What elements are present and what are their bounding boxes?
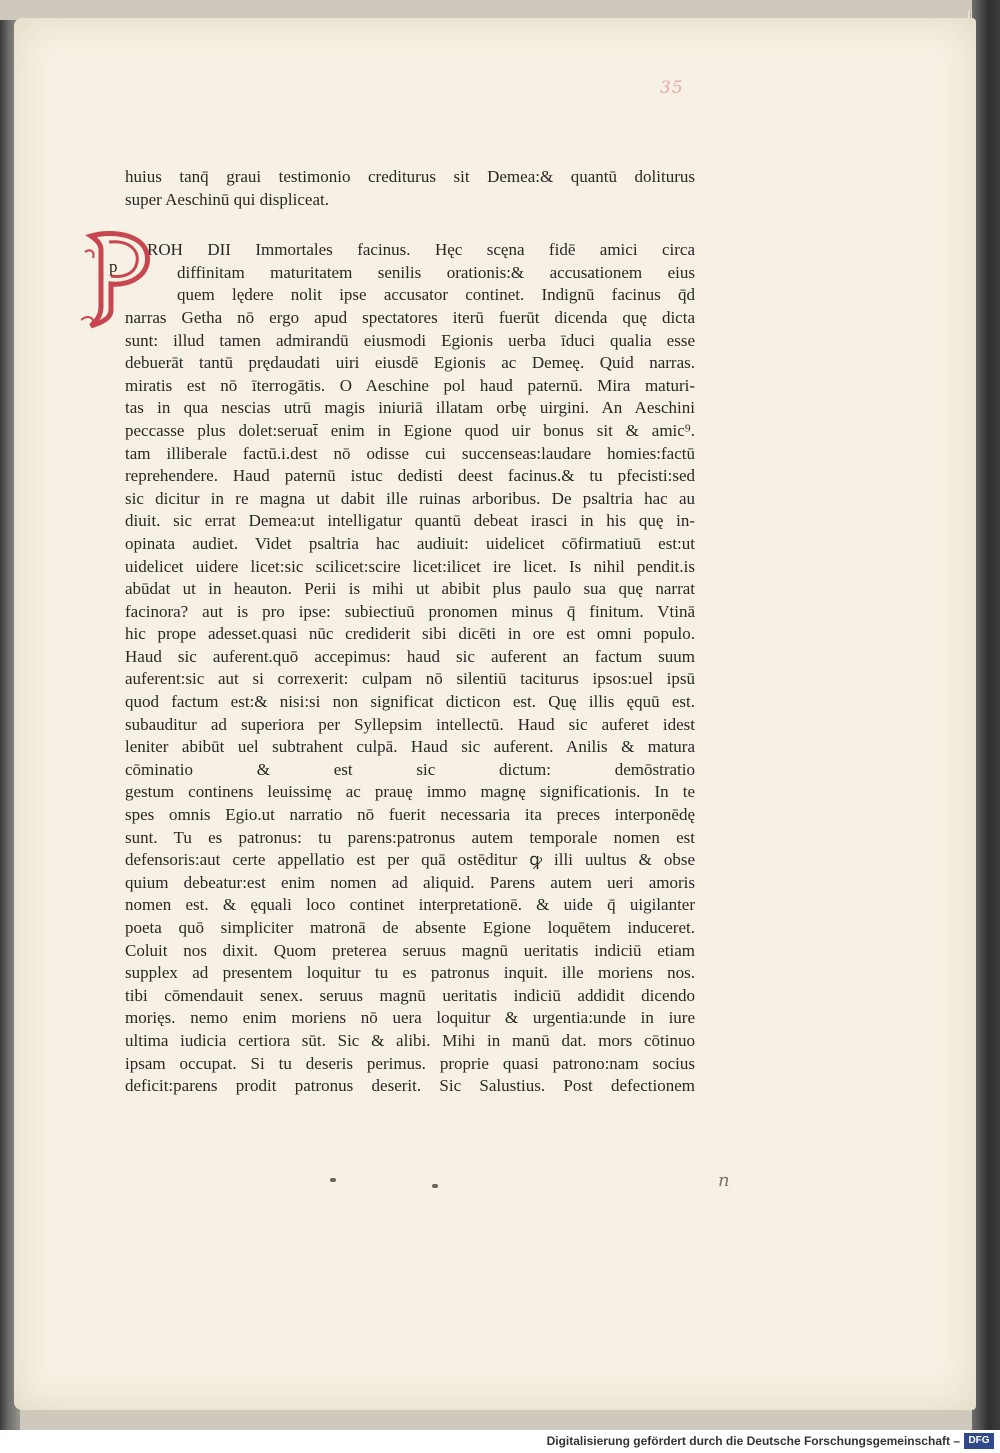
commentary-line: quod factum est:& nisi:si non significat dicticon est. Quę illis ęquū est. (125, 692, 695, 712)
intro-line: super Aeschinū qui displiceat. (125, 189, 329, 209)
commentary-line: sic dicitur in re magna ut dabit ille ruinas arboribus. De psaltria hac au (125, 488, 695, 508)
commentary-line: auferent:sic aut si correxerit: culpam nō silentiū taciturus ipsos:uel ipsū (125, 669, 695, 689)
commentary-line: ROH DII Immortales facinus. Hęc scęna fidē amici circa (147, 240, 695, 260)
commentary-line: Coluit nos dixit. Quom preterea seruus magnū ueritatis indiciū etiam (125, 940, 695, 960)
commentary-line: leniter abibūt uel subtrahent culpā. Haud sic auferent. Anilis & matura (125, 737, 695, 757)
commentary-line: cōminatio & est sic dictum: demōstratio (125, 759, 695, 779)
commentary-line: defensoris:aut certe appellatio est per quā ostēditur ꝙ illi uultus & obse (125, 850, 695, 870)
folio-number: 35 (660, 78, 684, 98)
commentary-line: subauditur ad superiora per Syllepsim intellectū. Haud sic auferet idest (125, 714, 695, 734)
commentary-line: narras Getha nō ergo apud spectatores iterū fuerūt dicenda quę dicta (125, 307, 695, 327)
commentary-line: reprehendere. Haud paternū istuc dedisti deest facinus.& tu pfecisti:sed (125, 466, 695, 486)
commentary-line: ultima iudicia certiora sūt. Sic & alibi. Mihi in manū dat. mors cōtinuo (125, 1030, 695, 1050)
commentary-line: tam illiberale factū.i.dest nō odisse cui succenseas:laudare homies:factū (125, 443, 695, 463)
commentary-lines (125, 239, 695, 1098)
commentary-line: uidelicet uidere licet:sic scilicet:scire licet:ilicet ire licet. Is nihil pendit.is (125, 556, 695, 576)
commentary-line: tibi cōmendauit senex. seruus magnū ueritatis indiciū addidit dicendo (125, 985, 695, 1005)
commentary-line: sunt: illud tamen admirandū eiusmodi Egionis uerba īduci qualia esse (125, 330, 695, 350)
decorated-initial-p (81, 230, 161, 330)
commentary-line: peccasse plus dolet:seruat̄ enim in Egione quod uir bonus sit & amic⁹. (125, 420, 695, 440)
commentary-line: tas in qua nescias utrū magis iniuriā illatam orbę uirgini. An Aeschini (125, 398, 695, 418)
commentary-line: opinata audiet. Videt psaltria hac audiuit: uidelicet cōfirmatiuū est:ut (125, 533, 695, 553)
marginal-note: n (718, 1170, 730, 1191)
red-initial-p-icon (81, 230, 161, 330)
commentary-line: nomen est. & ęquali loco continet interpretationē. & uide q̄ uigilanter (125, 895, 695, 915)
commentary-line: morięs. nemo enim moriens nō uera loquitur & urgentia:unde in iure (125, 1008, 695, 1028)
commentary-line: deficit:parens prodit patronus deserit. Sic Salustius. Post defectionem (125, 1076, 695, 1096)
commentary-line: abūdat ut in heauton. Perii is mihi ut abibit plus paulo sua quę narrat (125, 579, 695, 599)
commentary-line: gestum continens leuissimę ac prauę immo magnę significationis. In te (125, 782, 695, 802)
commentary-line: sunt. Tu es patronus: tu parens:patronus autem temporale nomen est (125, 827, 695, 847)
funding-credit: Digitalisierung gefördert durch die Deutsche Forschungsgemeinschaft – (546, 1434, 960, 1448)
commentary-line: facinora? aut is pro ipse: subiectiuū pronomen minus q̄ finitum. Vtinā (125, 601, 695, 621)
commentary-line: Haud sic auferent.quō accepimus: haud sic auferent an factum suum (125, 646, 695, 666)
commentary-line: ipsam occupat. Si tu deseris perimus. proprie quasi patrono:nam socius (125, 1053, 695, 1073)
ink-speck (330, 1178, 336, 1182)
footer-bar (0, 1430, 1000, 1453)
intro-line: huius tanq̄ graui testimonio crediturus sit Demea:& quantū doliturus (125, 167, 695, 186)
ink-speck (432, 1184, 438, 1188)
text-block (109, 166, 695, 1098)
book-cover-edge (972, 0, 1000, 1430)
commentary-line: hic prope adesset.quasi nūc crediderit sibi dicēti in ore est omni populo. (125, 624, 695, 644)
commentary-line: diffinitam maturitatem senilis orationis:& accusationem eius (177, 262, 695, 282)
commentary-line: quium debeatur:est enim nomen ad aliquid. Parens autem ueri amoris (125, 872, 695, 892)
guide-letter: p (109, 257, 118, 276)
commentary-line: miratis est nō īterrogātis. O Aeschine pol haud paternū. Mira maturi- (125, 375, 695, 395)
commentary-line: spes omnis Egio.ut narratio nō fuerit necessaria ita preces interponēdę (125, 805, 695, 825)
commentary-line: poeta quō simpliciter matronā de absente Egione loquētem induceret. (125, 918, 695, 937)
dfg-logo-icon: DFG (964, 1433, 994, 1449)
commentary-line: debuerāt tantū prędaudati uiri eiusdē Egionis ac Demeę. Quid narras. (125, 353, 695, 373)
commentary-line: diuit. sic errat Demea:ut intelligatur quantū debeat irasci in his quę in- (125, 511, 695, 531)
commentary-line: quem lędere nolit ipse accusator continet. Indignū facinus q̄d (177, 285, 695, 305)
commentary-line: supplex ad presentem loquitur tu es patronus inquit. ille moriens nos. (125, 963, 695, 983)
